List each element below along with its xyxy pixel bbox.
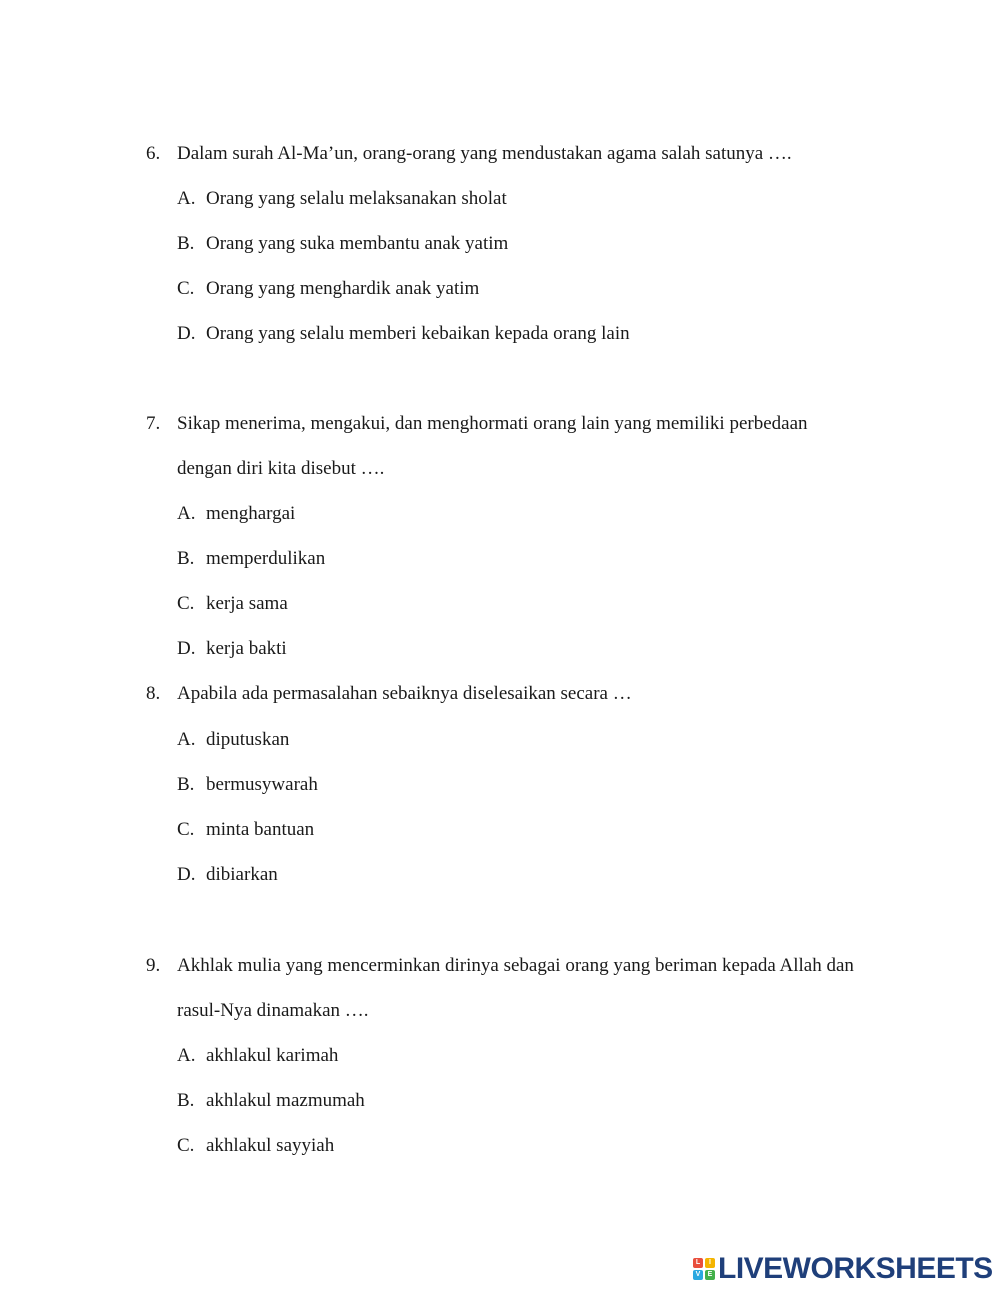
option-text: kerja sama [206,593,288,614]
option-letter: C. [177,278,195,299]
option-letter: A. [177,503,196,524]
option-letter: D. [177,638,196,659]
option-text: Orang yang suka membantu anak yatim [206,233,509,254]
option-text: Orang yang menghardik anak yatim [206,278,480,299]
logo-tile-l: L [693,1258,703,1268]
option-letter: B. [177,233,195,254]
logo-wordmark: LIVEWORKSHEETS [718,1252,993,1285]
option-text: Orang yang selalu memberi kebaikan kepada orang lain [206,323,630,344]
option-text: akhlakul karimah [206,1045,339,1066]
option-letter: C. [177,593,195,614]
option-text: menghargai [206,503,296,524]
option-letter: A. [177,729,196,750]
liveworksheets-mark-icon [693,1258,715,1280]
option-text: diputuskan [206,729,290,750]
liveworksheets-logo [693,1252,993,1285]
logo-tile-i: I [705,1258,715,1268]
question-number: 7. [146,413,161,434]
question-text: Sikap menerima, mengakui, dan menghormati orang lain yang memiliki perbedaan [177,413,808,434]
option-letter: B. [177,1090,195,1111]
option-text: Orang yang selalu melaksanakan sholat [206,188,507,209]
option-text: kerja bakti [206,638,287,659]
option-text: akhlakul sayyiah [206,1135,335,1156]
option-text: akhlakul mazmumah [206,1090,365,1111]
question-number: 8. [146,683,161,704]
logo-tile-v: V [693,1270,703,1280]
question-text: Dalam surah Al-Ma’un, orang-orang yang mendustakan agama salah satunya …. [177,143,792,164]
question-text: Apabila ada permasalahan sebaiknya diselesaikan secara … [177,683,632,704]
question-number: 6. [146,143,161,164]
option-letter: C. [177,819,195,840]
option-letter: D. [177,864,196,885]
option-text: memperdulikan [206,548,326,569]
option-letter: B. [177,774,195,795]
option-letter: A. [177,1045,196,1066]
option-text: bermusywarah [206,774,318,795]
logo-tile-e: E [705,1270,715,1280]
option-text: dibiarkan [206,864,278,885]
option-text: minta bantuan [206,819,315,840]
option-letter: C. [177,1135,195,1156]
question-text: Akhlak mulia yang mencerminkan dirinya sebagai orang yang beriman kepada Allah dan [177,955,854,976]
question-text-continued: rasul-Nya dinamakan …. [177,1000,369,1021]
question-number: 9. [146,955,161,976]
question-text-continued: dengan diri kita disebut …. [177,458,385,479]
option-letter: B. [177,548,195,569]
option-letter: A. [177,188,196,209]
option-letter: D. [177,323,196,344]
